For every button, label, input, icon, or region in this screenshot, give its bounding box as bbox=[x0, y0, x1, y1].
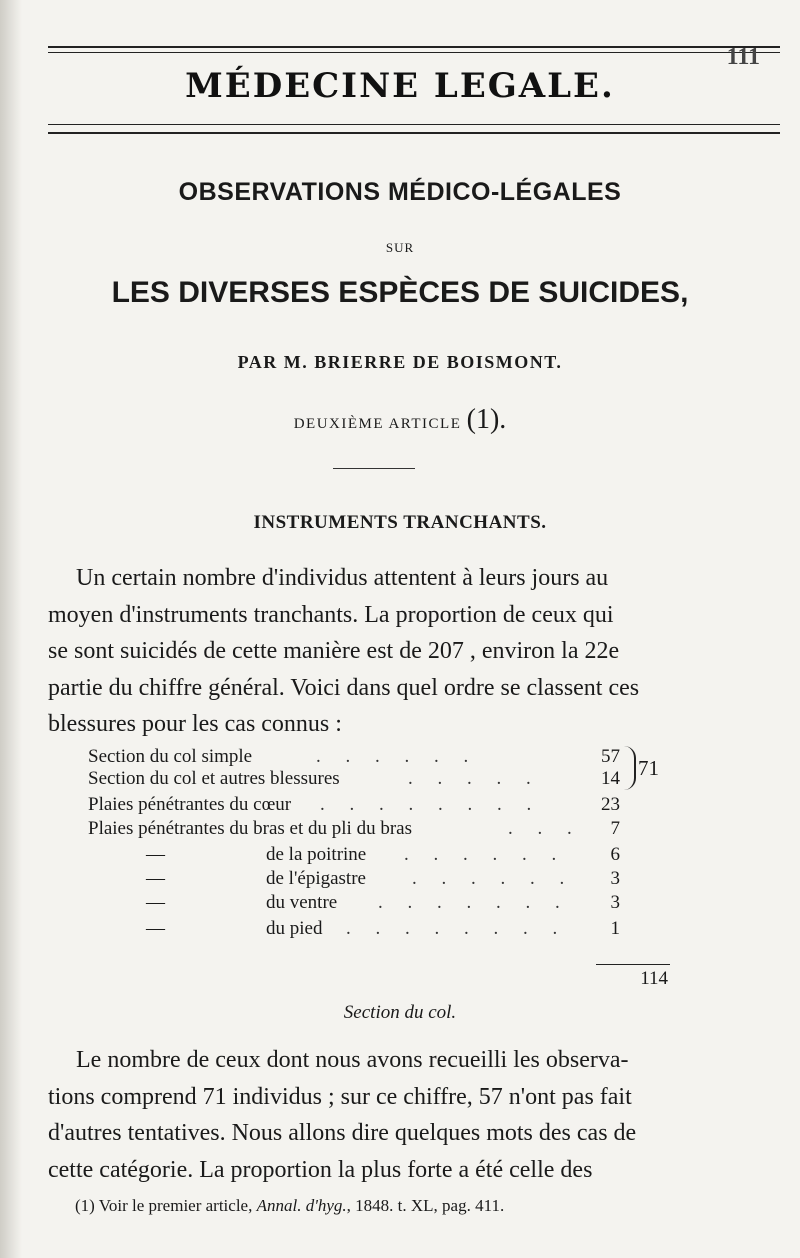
article-title-line2: LES DIVERSES ESPÈCES DE SUICIDES, bbox=[111, 276, 689, 309]
footnote-reference-detail: , 1848. t. XL, pag. 411. bbox=[346, 1196, 505, 1215]
text-line: tions comprend 71 individus ; sur ce chiffre, 57 n'ont pas fait bbox=[48, 1083, 632, 1110]
row-label: Section du col simple bbox=[88, 746, 253, 767]
row-value: 3 bbox=[610, 892, 620, 913]
footnote-marker: (1) bbox=[75, 1196, 95, 1215]
sum-rule bbox=[596, 964, 670, 965]
text-line: cette catégorie. La proportion la plus forte a été celle des bbox=[48, 1156, 593, 1183]
section-subheading: INSTRUMENTS TRANCHANTS. bbox=[253, 512, 547, 533]
leader-dots: . . . . . . bbox=[316, 746, 479, 767]
subtotal-value: 71 bbox=[638, 756, 659, 780]
header-rule-top-thin bbox=[48, 52, 780, 53]
ditto-dash: — bbox=[146, 918, 165, 939]
footnote-journal: Annal. d'hyg. bbox=[256, 1196, 347, 1215]
header-rule-bottom bbox=[48, 132, 780, 134]
grand-total: 114 bbox=[640, 968, 668, 989]
row-label: Section du col et autres blessures bbox=[88, 768, 340, 789]
row-label: Plaies pénétrantes du cœur bbox=[88, 794, 292, 815]
article-title-line1: OBSERVATIONS MÉDICO-LÉGALES bbox=[178, 178, 622, 206]
leader-dots: . . . . . bbox=[408, 768, 541, 789]
header-rule-bottom-thin bbox=[48, 124, 780, 125]
text-line: Un certain nombre d'individus attentent à leurs jours au bbox=[76, 565, 609, 591]
text-line: se sont suicidés de cette manière est de 207 , environ la 22e bbox=[48, 638, 620, 664]
article-title-connector: SUR bbox=[385, 240, 415, 255]
body-paragraph bbox=[48, 1042, 760, 1188]
leader-dots: . . . . . . bbox=[412, 868, 575, 889]
row-value: 14 bbox=[601, 768, 620, 789]
text-line: Le nombre de ceux dont nous avons recueilli les observa- bbox=[76, 1047, 629, 1073]
row-value: 57 bbox=[601, 746, 620, 767]
leader-dots: . . . bbox=[508, 818, 582, 839]
row-label: Plaies pénétrantes du bras et du pli du bras bbox=[88, 818, 412, 839]
article-part-label: DEUXIÈME ARTICLE bbox=[293, 416, 462, 432]
row-value: 23 bbox=[601, 794, 620, 815]
section-title: MÉDECINE LEGALE. bbox=[185, 66, 615, 106]
text-line: partie du chiffre général. Voici dans quel ordre se classent ces bbox=[48, 674, 640, 701]
text-line: blessures pour les cas connus : bbox=[48, 711, 342, 737]
row-value: 6 bbox=[610, 844, 620, 865]
row-label: du ventre bbox=[266, 892, 338, 913]
article-author: PAR M. BRIERRE DE BOISMONT. bbox=[237, 352, 563, 372]
row-label: du pied bbox=[266, 918, 323, 939]
leader-dots: . . . . . . bbox=[404, 844, 567, 865]
footnote bbox=[75, 1196, 504, 1216]
article-part bbox=[0, 404, 800, 436]
row-value: 1 bbox=[610, 918, 620, 939]
row-label: de la poitrine bbox=[266, 844, 367, 865]
page-number: 111 bbox=[726, 44, 760, 70]
leader-dots: . . . . . . . . bbox=[346, 918, 568, 939]
footnote-text: Voir le premier article, bbox=[98, 1196, 253, 1215]
subtotal-brace bbox=[624, 746, 636, 790]
leader-dots: . . . . . . . bbox=[378, 892, 570, 913]
ditto-dash: — bbox=[146, 892, 165, 913]
text-line: d'autres tentatives. Nous allons dire quelques mots des cas de bbox=[48, 1120, 637, 1146]
ditto-dash: — bbox=[146, 844, 165, 865]
subsection-caption: Section du col. bbox=[343, 1002, 457, 1023]
ditto-dash: — bbox=[146, 868, 165, 889]
separator-rule bbox=[333, 468, 415, 469]
header-rule-top bbox=[48, 46, 780, 48]
row-label: de l'épigastre bbox=[266, 868, 366, 889]
row-value: 3 bbox=[610, 868, 620, 889]
footnote-reference: (1). bbox=[466, 404, 507, 435]
text-line: moyen d'instruments tranchants. La proportion de ceux qui bbox=[48, 601, 614, 628]
intro-paragraph bbox=[48, 560, 760, 743]
leader-dots: . . . . . . . . bbox=[320, 794, 542, 815]
row-value: 7 bbox=[610, 818, 620, 839]
